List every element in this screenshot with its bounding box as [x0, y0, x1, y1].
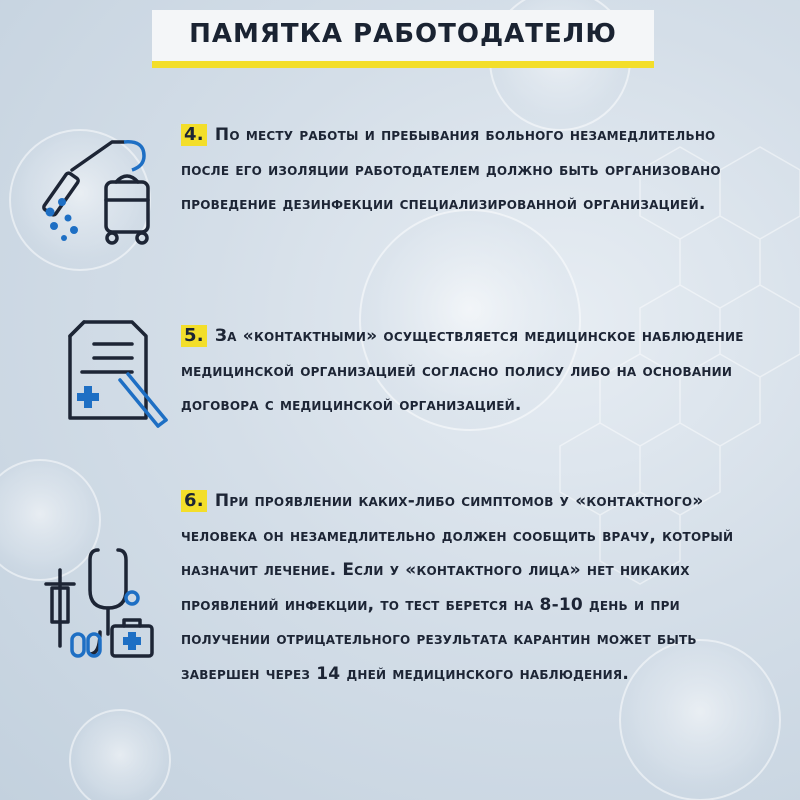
header-accent-bar — [152, 61, 654, 68]
item-text: При проявлении каких-либо симптомов у «контактного» человека он незамедлительно должен сообщить врачу, который назначит лечение. Если у «контактного лица» нет никаких проявлений инфекции, то тест берется на 8-10 день и при получении отрицательного результата карантин может быть завершен через 14 дней медицинского наблюдения. — [181, 491, 734, 684]
list-item — [181, 484, 761, 691]
virus-particle — [70, 710, 170, 800]
list-item — [181, 319, 761, 423]
item-text: За «контактными» осуществляется медицинское наблюдение медицинской организацией согласно полису либо на основании договора с медицинской организацией. — [181, 326, 744, 415]
item-number: 5. — [181, 325, 207, 347]
item-number: 6. — [181, 490, 207, 512]
disinfection-vacuum-icon — [40, 130, 160, 250]
page-title: ПАМЯТКА РАБОТОДАТЕЛЮ — [189, 19, 617, 49]
item-number: 4. — [181, 124, 207, 146]
header — [152, 10, 654, 68]
medical-tools-icon — [40, 542, 160, 662]
item-text: По месту работы и пребывания больного незамедлительно после его изоляции работодателем должно быть организовано проведение дезинфекции специализированной организацией. — [181, 125, 721, 214]
list-item — [181, 118, 761, 222]
medical-document-icon — [62, 318, 172, 433]
